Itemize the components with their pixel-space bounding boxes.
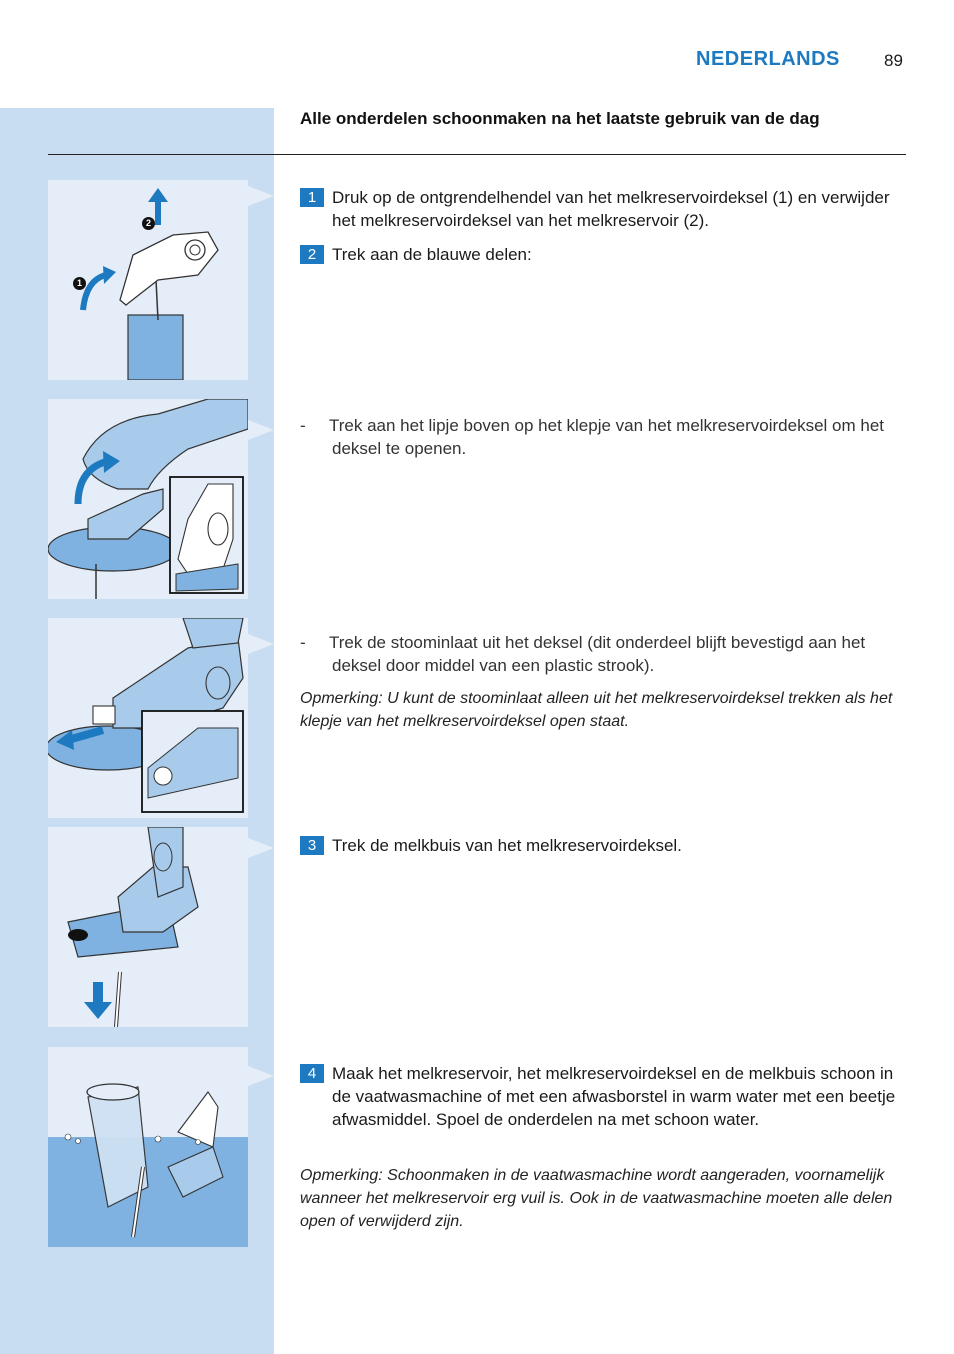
step-number-badge: 1 bbox=[300, 188, 324, 207]
bullet-text: Trek de stoominlaat uit het deksel (dit onderdeel blijft bevestigd aan het deksel door middel van een plastic strook). bbox=[329, 633, 866, 675]
pointer-1 bbox=[248, 186, 274, 206]
step-4 bbox=[300, 1062, 900, 1154]
step-number-badge: 2 bbox=[300, 245, 324, 264]
bullet-item-2 bbox=[300, 631, 900, 677]
step-number-badge: 4 bbox=[300, 1064, 324, 1083]
illustration-milk-tube bbox=[48, 827, 248, 1027]
step-text: Trek aan de blauwe delen: bbox=[332, 245, 532, 264]
note-dishwasher: Opmerking: Schoonmaken in de vaatwasmachine wordt aangeraden, voornamelijk wanneer het melkreservoir erg vuil is. Ook in de vaatwasmachine moeten alle delen open of verwijderd zijn. bbox=[300, 1167, 893, 1230]
callout-1-badge: 1 bbox=[73, 277, 86, 290]
note-steam-inlet: Opmerking: U kunt de stoominlaat alleen uit het melkreservoirdeksel trekken als het klepje van het melkreservoirdeksel open staat. bbox=[300, 690, 893, 730]
step-text: Trek de melkbuis van het melkreservoirdeksel. bbox=[332, 836, 682, 855]
step-text: Maak het melkreservoir, het melkreservoirdeksel en de melkbuis schoon in de vaatwasmachine of met een afwasborstel in warm water met een beetje afwasmiddel. Spoel de onderdelen na met schoon water. bbox=[332, 1064, 896, 1129]
illustration-lid-removal bbox=[48, 180, 248, 380]
pointer-2 bbox=[248, 420, 274, 440]
bullet-item-1 bbox=[300, 414, 900, 460]
illustration-open-flap bbox=[48, 399, 248, 599]
callout-2-badge: 2 bbox=[142, 217, 155, 230]
pointer-3 bbox=[248, 634, 274, 654]
illustration-steam-inlet bbox=[48, 618, 248, 818]
pointer-5 bbox=[248, 1066, 274, 1086]
title-divider bbox=[48, 154, 906, 155]
step-text: Druk op de ontgrendelhendel van het melkreservoirdeksel (1) en verwijder het melkreservoirdeksel van het melkreservoir (2). bbox=[332, 188, 890, 230]
page-number: 89 bbox=[884, 51, 903, 70]
bullet-text: Trek aan het lipje boven op het klepje van het melkreservoirdeksel om het deksel te openen. bbox=[329, 416, 885, 458]
step-3 bbox=[300, 834, 900, 858]
step-number-badge: 3 bbox=[300, 836, 324, 855]
pointer-4 bbox=[248, 838, 274, 858]
illustration-washing bbox=[48, 1047, 248, 1247]
bullet-dash: - bbox=[300, 633, 306, 652]
section-title: Alle onderdelen schoonmaken na het laatste gebruik van de dag bbox=[300, 109, 820, 128]
language-header: NEDERLANDS bbox=[696, 48, 840, 70]
step-1 bbox=[300, 186, 900, 232]
bullet-dash: - bbox=[300, 416, 306, 435]
step-2 bbox=[300, 243, 900, 267]
